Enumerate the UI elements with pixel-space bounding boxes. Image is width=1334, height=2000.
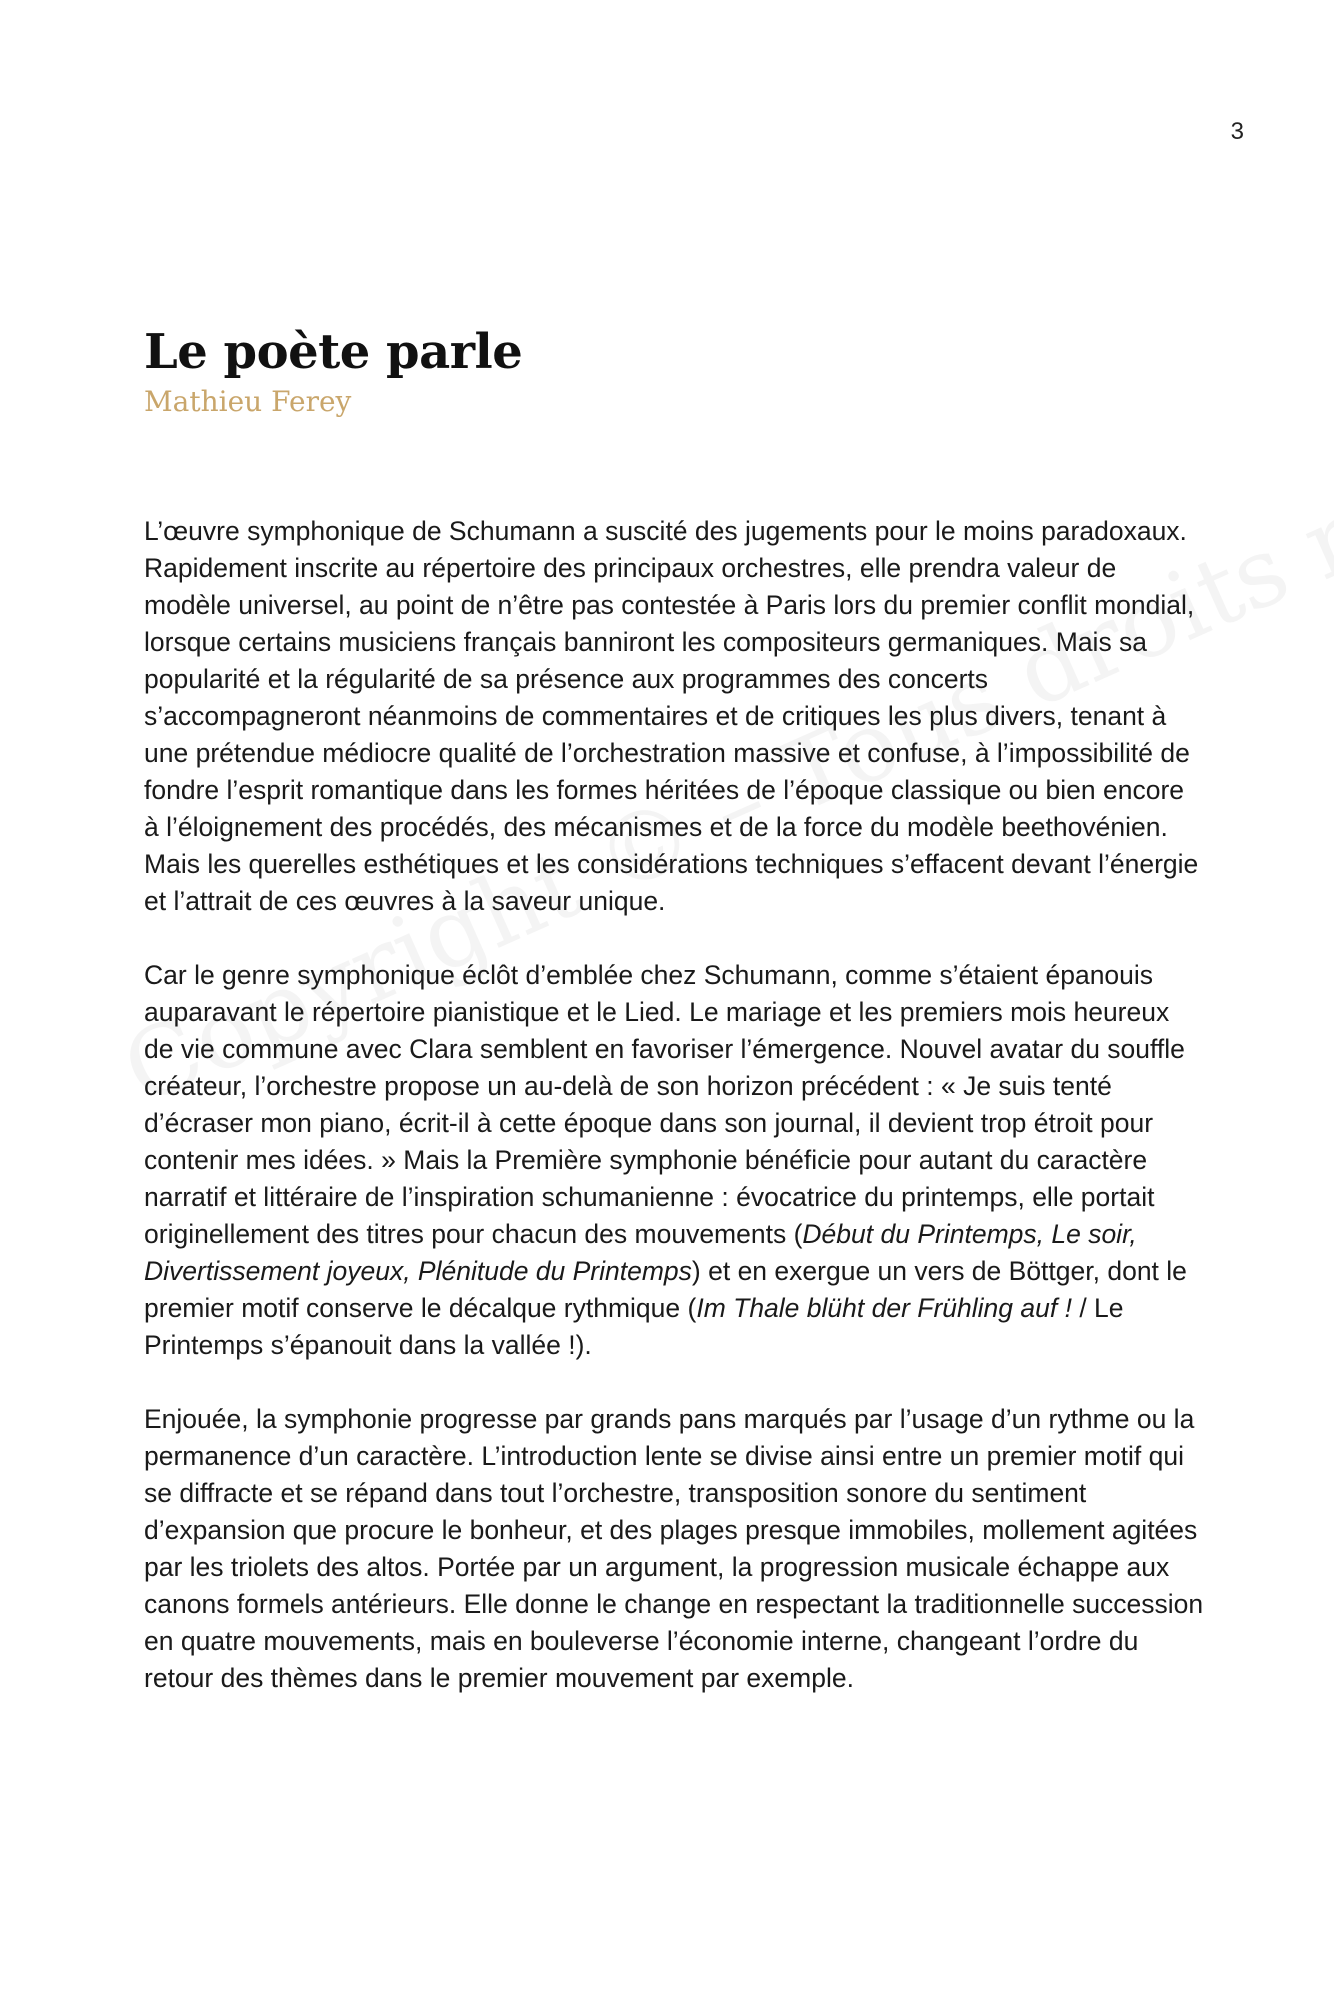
text-run: Enjouée, la symphonie progresse par grands pans marqués par l’usage d’un rythme ou la permanence d’un caractère. L’introduction lente se divise ainsi entre un premier motif qui se diffracte et se répand dans tout l’orchestre, transposition sonore du sentiment d’expansion que procure le bonheur, et des plages presque immobiles, mollement agitées par les triolets des altos. Portée par un argument, la progression musicale échappe aux canons formels antérieurs. Elle donne le change en respectant la traditionnelle succession en quatre mouvements, mais en bouleverse l’économie interne, changeant l’ordre du retour des thèmes dans le premier mouvement par exemple. [144, 1404, 1204, 1693]
italic-run: Début du Printemps, Le soir, Divertissement joyeux, Plénitude du Printemps [144, 1219, 1137, 1286]
article-body [144, 513, 1204, 1697]
paragraph [144, 513, 1204, 920]
page-number: 3 [1230, 118, 1244, 145]
paragraph [144, 1401, 1204, 1697]
article [144, 322, 1204, 1697]
article-title: Le poète parle [144, 324, 523, 380]
paragraph [144, 957, 1204, 1364]
text-run: ) et en exergue un vers de Böttger, dont le premier motif conserve le décalque rythmique ( [144, 1256, 1187, 1323]
article-author: Mathieu Ferey [144, 385, 352, 418]
text-run: L’œuvre symphonique de Schumann a suscité des jugements pour le moins paradoxaux. Rapidement inscrite au répertoire des principaux orchestres, elle prendra valeur de modèle universel, au point de n’être pas contestée à Paris lors du premier conflit mondial, lorsque certains musiciens français banniront les compositeurs germaniques. Mais sa popularité et la régularité de sa présence aux programmes des concerts s’accompagneront néanmoins de commentaires et de critiques les plus divers, tenant à une prétendue médiocre qualité de l’orchestration massive et confuse, à l’impossibilité de fondre l’esprit romantique dans les formes héritées de l’époque classique ou bien encore à l’éloignement des procédés, des mécanismes et de la force du modèle beethovénien. Mais les querelles esthétiques et les considérations techniques s’effacent devant l’énergie et l’attrait de ces œuvres à la saveur unique. [144, 516, 1199, 916]
text-run: Car le genre symphonique éclôt d’emblée chez Schumann, comme s’étaient épanouis auparavant le répertoire pianistique et le Lied. Le mariage et les premiers mois heureux de vie commune avec Clara semblent en favoriser l’émergence. Nouvel avatar du souffle créateur, l’orchestre propose un au-delà de son horizon précédent : « Je suis tenté d’écraser mon piano, écrit-il à cette époque dans son journal, il devient trop étroit pour contenir mes idées. » Mais la Première symphonie bénéficie pour autant du caractère narratif et littéraire de l’inspiration schumanienne : évocatrice du printemps, elle portait originellement des titres pour chacun des mouvements ( [144, 960, 1185, 1249]
text-run: / Le Printemps s’épanouit dans la vallée !). [144, 1293, 1124, 1360]
italic-run: Im Thale blüht der Frühling auf ! [696, 1293, 1080, 1323]
